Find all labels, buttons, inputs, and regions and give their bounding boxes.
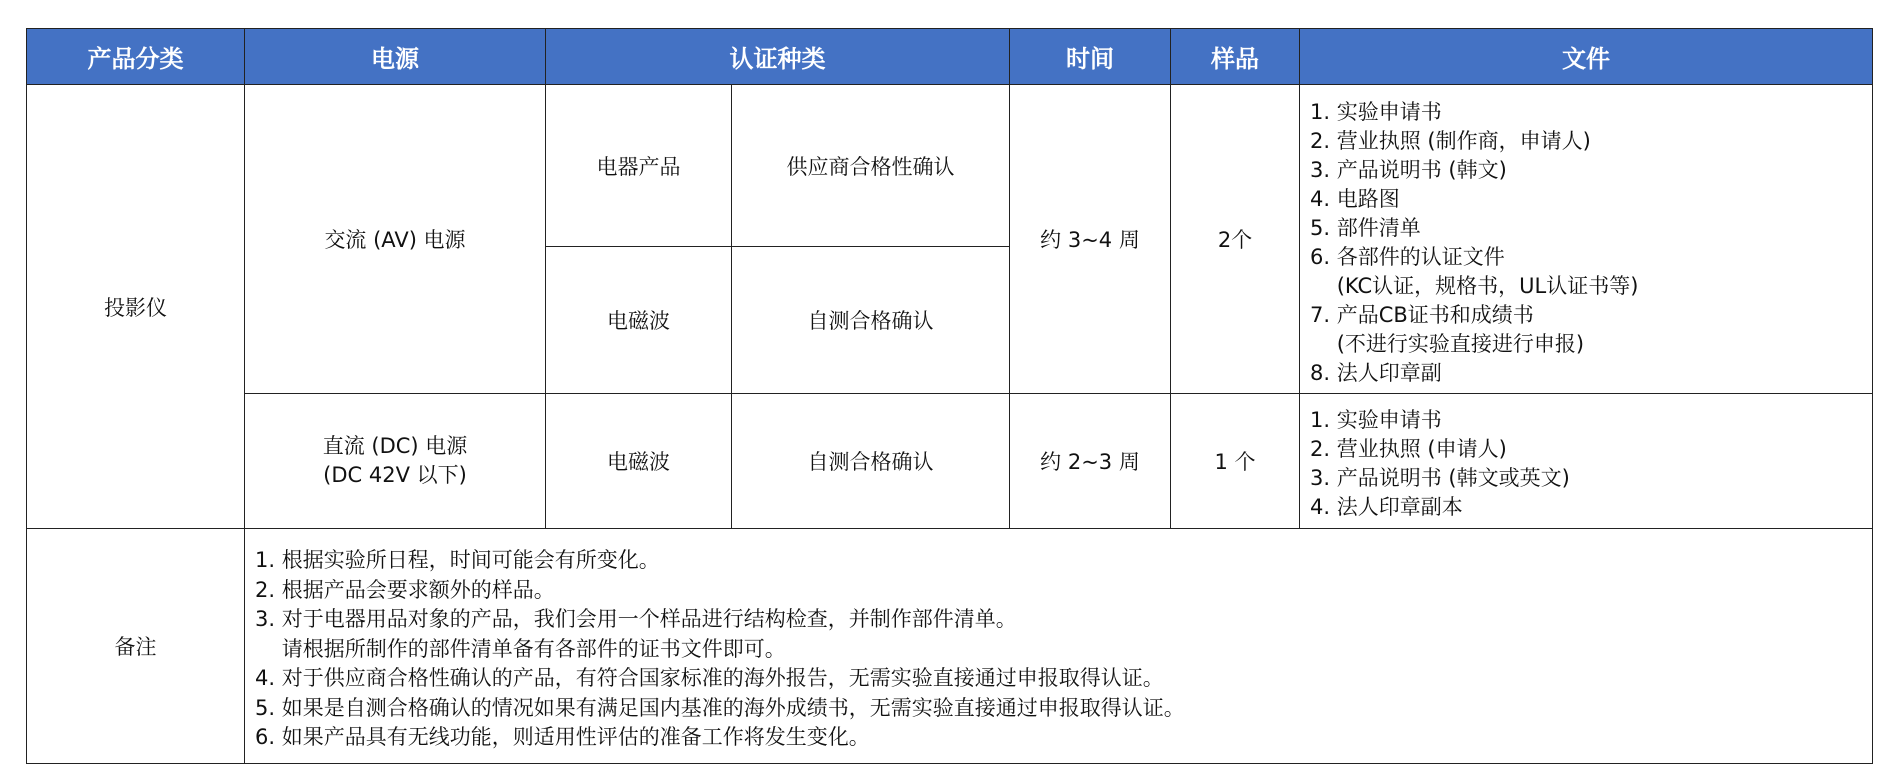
remark-item: 2. 根据产品会要求额外的样品。 (255, 577, 555, 602)
ac-cert1-type: 电器产品 (546, 85, 732, 247)
dc-cert-name: 自测合格确认 (732, 394, 1010, 529)
header-sample: 样品 (1171, 29, 1300, 85)
remark-item: 请根据所制作的部件清单备有各部件的证书文件即可。 (255, 636, 786, 661)
ac-files (1300, 85, 1873, 394)
dc-files (1300, 394, 1873, 529)
ac-file-item: 1. 实验申请书 (1310, 99, 1442, 124)
certification-table (26, 28, 1873, 764)
ac-time: 约 3~4 周 (1010, 85, 1171, 394)
remark-item: 1. 根据实验所日程，时间可能会有所变化。 (255, 548, 660, 572)
remark-item: 3. 对于电器用品对象的产品，我们会用一个样品进行结构检查，并制作部件清单。 (255, 607, 1017, 631)
ac-file-item: 5. 部件清单 (1310, 215, 1421, 240)
ac-file-item: 4. 电路图 (1310, 186, 1400, 211)
header-time: 时间 (1010, 29, 1171, 85)
ac-cert1-name: 供应商合格性确认 (732, 85, 1010, 247)
dc-power-line2: (DC 42V 以下) (323, 463, 467, 487)
ac-row-1 (27, 85, 1873, 247)
header-power: 电源 (245, 29, 546, 85)
remarks-label: 备注 (27, 529, 245, 764)
dc-file-item: 2. 营业执照 (申请人) (1310, 436, 1507, 461)
ac-sample: 2个 (1171, 85, 1300, 394)
ac-file-item: (KC认证，规格书，UL认证书等) (1310, 273, 1639, 298)
header-row (27, 29, 1873, 85)
header-category: 产品分类 (27, 29, 245, 85)
dc-row (27, 394, 1873, 529)
remark-item: 4. 对于供应商合格性确认的产品，有符合国家标准的海外报告，无需实验直接通过申报取得认证。 (255, 666, 1164, 690)
remarks-content (245, 529, 1873, 764)
ac-file-item: 7. 产品CB证书和成绩书 (1310, 302, 1534, 327)
ac-cert2-type: 电磁波 (546, 247, 732, 394)
dc-cert-type: 电磁波 (546, 394, 732, 529)
header-cert-type: 认证种类 (546, 29, 1010, 85)
ac-power-cell: 交流 (AV) 电源 (245, 85, 546, 394)
ac-cert2-name: 自测合格确认 (732, 247, 1010, 394)
dc-file-item: 3. 产品说明书 (韩文或英文) (1310, 465, 1570, 490)
dc-file-item: 4. 法人印章副本 (1310, 494, 1463, 519)
remark-item: 5. 如果是自测合格确认的情况如果有满足国内基准的海外成绩书，无需实验直接通过申报取得认证。 (255, 695, 1185, 720)
dc-power-line1: 直流 (DC) 电源 (322, 434, 468, 458)
dc-power-cell (245, 394, 546, 529)
ac-file-item: 6. 各部件的认证文件 (1310, 244, 1505, 269)
header-files: 文件 (1300, 29, 1873, 85)
ac-file-item: (不进行实验直接进行申报) (1310, 331, 1585, 356)
remark-item: 6. 如果产品具有无线功能，则适用性评估的准备工作将发生变化。 (255, 725, 870, 749)
dc-sample: 1 个 (1171, 394, 1300, 529)
ac-file-item: 3. 产品说明书 (韩文) (1310, 157, 1507, 182)
ac-file-item: 8. 法人印章副 (1310, 360, 1442, 385)
dc-file-item: 1. 实验申请书 (1310, 407, 1442, 432)
remarks-row (27, 529, 1873, 764)
category-cell: 投影仪 (27, 85, 245, 529)
dc-time: 约 2~3 周 (1010, 394, 1171, 529)
ac-file-item: 2. 营业执照 (制作商，申请人) (1310, 128, 1591, 153)
